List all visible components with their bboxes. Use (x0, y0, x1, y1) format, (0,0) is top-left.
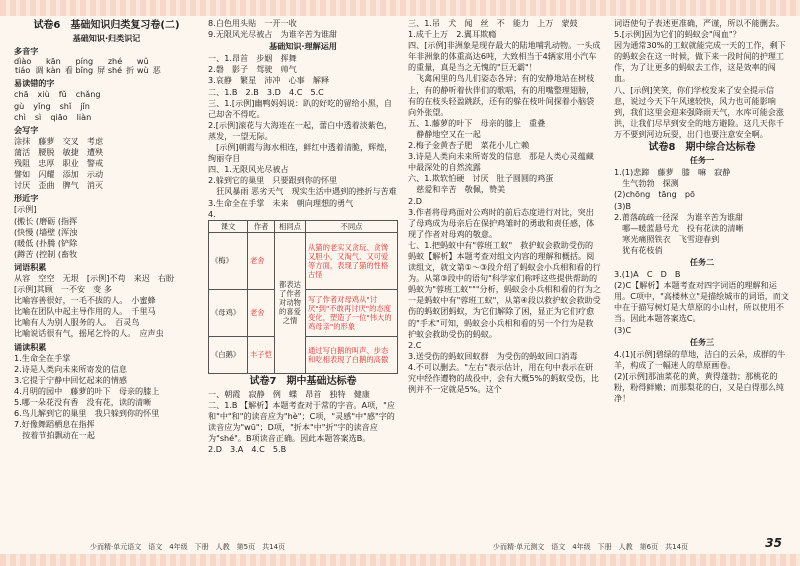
answer-line: 2.躲到它的巢里 只要跟到你的怀里 (208, 175, 338, 186)
answer-line: 2.D (408, 195, 422, 206)
pinyin-row: chā xiù fǔ chǎng (14, 89, 101, 100)
column-2 (208, 18, 398, 544)
task-heading: 任务二 (689, 256, 715, 267)
answer-line: 二、1.B 【解析】本题考查对于常的字音。A项，"应和"中"和"的读音应为"hè"；C项，"灵感"中"感"字的读音应为"wū"；D项，"折本"中"折"字的读音应为"shé"。B项读音正确。因此本题答案选B。 (208, 399, 395, 444)
answer-line: 1.(1)悲蹄 藤萝 膝 嘛 寂静 (614, 167, 731, 178)
answer-line: [示例]朝霞与海水相连，鲜红中透着清脆，辉煌，绚丽夺目 (208, 142, 393, 164)
answer-line: 三、1.[示例]幽鸭妈妈说：趴的好吃的留给小黑，自己却舍不得吃。 (208, 97, 393, 119)
vocab-line: 从容 空空 无垠 [示例]不苟 来迟 右盼 (14, 272, 175, 283)
answer-line: 犹有花枝俏 (614, 244, 663, 255)
footer-left: 少而精·单元语文 语文 4年级 下册 人教 第5页 共14页 (90, 543, 286, 551)
answer-line: 3.生命全在手掌 未来 朝向理想的勇气 (208, 197, 354, 208)
recitation-line: 5.哪一朵花没有香 没有花，读的清晰 (14, 397, 152, 407)
section-subtitle: 基础知识·理解运用 (269, 41, 337, 52)
answer-line: 5.[示例]因为它们的蚂蚁会"闯血"？ (614, 29, 741, 40)
answer-line: 七、1.把蚂蚁中有"蓉班工蚁" 救护蚁会救助受伤的蚂蚁【解析】本题考查对组文内容的理解和概括。阅读组文，就文第①～③段介绍了蚂蚁会小兵相和看的行为。从第③段中的语句"科学家们称呼这些提供帮助的蚂蚁为"蓉班工蚁"""分析，蚂蚁会小兵相和看的行为之一是蚂蚁中有"蓉班工蚁"，从第④段以救护蚁会救助受伤的蚂蚁团蚂蚁，为它们解除了困，显正为它们疗愈的"手术"可知，蚂蚁会小兵相和看的另一个行为是救护蚁会救助受伤的蚂蚁。 (408, 239, 601, 339)
comparison-table (208, 220, 398, 374)
polyphone-char: 调 (35, 65, 44, 76)
answer-line: 一、朝霞 寂静 例 蝶 昂首 独特 健康 (208, 388, 370, 399)
answer-line: 3.作者将母鸡面对公鸡时的前后态度进行对比，突出了母鸡成为母亲后在保护鸡雏时的勇敢和责任感，体现了作者对母鸡的敬意。 (408, 206, 595, 239)
table-cell: 《母鸡》 (209, 289, 248, 336)
footer-right: 少而精·单元测文 语文 4年级 下册 人教 第6页 共14页 (493, 543, 689, 551)
answer-line: 9.无限风光尽被占 为谁辛苦为谁甜 (208, 29, 338, 40)
word-row: 涂抹 藤萝 交叉 考虑 (14, 135, 104, 146)
heading-vocabulary: 词语积累 (14, 261, 47, 272)
answer-line: (2)C【解析】本题考查对四字词语的理解和运用。C项中，"高楼林立"是描绘城市的词语，而文中在于描写树灯是大草原的小山村，所以使用不当。因此本题答案选C。 (614, 280, 789, 324)
polyphone-row (14, 57, 199, 76)
table-cell: 老舍 (248, 232, 275, 289)
column-3 (408, 18, 601, 544)
table-cell: 写了作者对母鸡从"讨厌"到"不敢再讨厌"的态度变化，塑造了一位"伟大的鸡母亲"的形象 (306, 289, 398, 336)
recitation-line: 6.鸟儿解到它的巢里 我只躲到你的怀里 (14, 408, 160, 419)
paper-title: 试卷7 期中基础达标卷 (249, 375, 357, 387)
vocab-line: 比喻在团队中起主导作用的人。 千里马 (14, 306, 156, 317)
answer-line: 慈爱和辛苦 敬佩，赞美 (408, 184, 506, 195)
word-row: 讨厌 歪曲 脾气 消灭 (14, 180, 104, 191)
table-header: 不同点 (306, 220, 398, 232)
answer-line: 静静地空又在一起 (408, 128, 481, 139)
task-heading: 任务三 (689, 336, 715, 347)
answer-line: 四、1.无限风光尽被占 (208, 164, 289, 175)
polyphone-char: 看 (64, 65, 73, 76)
table-header: 相同点 (275, 220, 306, 232)
answer-line: 8.白色用头贴 一开一收 (208, 18, 297, 28)
answer-line: (2)chōng tāng pō (614, 189, 695, 200)
table-cell: 《白鹅》 (209, 336, 248, 373)
vocab-line: 比喻有人为别人服务的人。 百灵鸟 (14, 317, 140, 328)
vocab-line: 比喻容善很好，一毛不拔的人。 小蜜蜂 (14, 295, 156, 306)
answer-line: 2.梅子金黄杏子肥 菜花小儿亡赖 (408, 140, 530, 151)
answer-line: 因为通常30%的工蚁就能完成一天的工作，剩下的蚂蚁会在这一时候，做下来一段时间的护理工作，为了让更多的蚂蚁去工作，这是效率的闯血。 (614, 40, 786, 84)
table-cell: 从猫的老实又贪玩、贪馋又胆小，又淘气、又可爱等方面，表现了猫的性格古怪 (306, 232, 398, 289)
table-cell: 老舍 (248, 289, 275, 336)
answer-line: 一、1.昂首 步姻 挥舞 (208, 53, 297, 64)
word-row: 譬如 闪耀 添加 示动 (14, 169, 104, 180)
recitation-line: 按着节拍飘动在一起 (14, 430, 95, 441)
heading-polyphones: 多音字 (14, 46, 39, 57)
answer-line: 狂风暴雨 恶劣天气 现实生活中遇到的挫折与苦难 (208, 186, 397, 197)
recitation-line: 7.好像舞蹈栖息在指挥 (14, 419, 95, 430)
table-cell: 通过写白鹅的叫声、步态和吃相表现了白鹅的高傲 (306, 336, 398, 373)
answer-line: (2)[示例]那油菜花的黄，黄得蓬勃；那桃花的粉，粉得鲜嫩；而那梨花的白，又是白得那么纯净！ (614, 370, 784, 404)
polyphone-item: kān kàn (46, 56, 61, 76)
pinyin-row: gù yǐng shǐ jǐn (14, 100, 90, 111)
answer-line: 飞禽闲里的鸟儿们姿态各异；有的安静地站在树枝上，有的静听着伙伴们的歌唱，有的用嘴整理翅膀，有的在枝头轻盈跳跃，还有的躲在枝叶间探着小脑袋向外张望。 (408, 73, 595, 117)
vocab-line: 比喻说话很有气，摇尾乞怜的人。 应声虫 (14, 328, 164, 339)
recitation-line: 1.生命全在手掌 (14, 352, 71, 363)
recitation-line: 3.它提于宁静中回忆起来的情感 (14, 374, 127, 385)
table-row (209, 232, 398, 289)
answer-line: 二、1.B 2.B 3.D 4.C 5.C (208, 86, 324, 97)
answer-line: 八、[示例]笑笑，你们学校发来了安全提示信息，说过今天下午风速较快，风力也可能影响到，我们这里会迎来强降雨天气，水库可能会涨洪，让我们尽早到安全的地方避险。这几天你千万不要到河边玩耍，出门也要注意安全啊。 (614, 84, 784, 139)
answer-line: 3.(1)A C D B (614, 269, 681, 280)
answer-line: 寒光痛照铁衣 飞雪迎春到 (614, 233, 720, 244)
table-header: 课文 (209, 220, 248, 232)
answer-line: 词语使句子表述更准确，严谨，所以不能删去。 (614, 18, 784, 28)
answer-line: 2.[示例]滚花与大海连在一起，蕾白中透着淡紫色，蒸发，一望无际。 (208, 119, 393, 141)
paper-title: 试卷8 期中综合达标卷 (648, 142, 756, 154)
answer-line: 2.磐 影子 驾驶 帅气 (208, 64, 297, 75)
answer-line: 生气勃勃 探测 (614, 178, 679, 189)
recitation-line: 4.月明的园中 藤萝的叶下 母亲的膝上 (14, 385, 160, 396)
polyphone-char: 恶 (152, 65, 161, 76)
answer-line: 2.C (408, 339, 422, 350)
heading-writing: 会写字 (14, 124, 39, 135)
section-subtitle: 基础知识·归类识记 (72, 33, 141, 44)
polyphone-char: 屏 (97, 65, 106, 76)
table-cell: 丰子恺 (248, 336, 275, 373)
answer-line: 3.哀静 繁星 沛冲 心事 解释 (208, 75, 330, 86)
answer-line: 三、1.吊 犬 闻 丝 不 能力 上万 蒙鼓 (408, 18, 578, 28)
heading-similar-chars: 形近字 (14, 193, 39, 204)
answer-line: 4.不可以删去。"左右"表示估计，用在句中表示在研究中经作遭物的战役中，会有大概5%的蚂蚁受伤，比例并不一定就是5%。这个 (408, 361, 599, 395)
answer-line: 1.成千上万 2.翼耳欺瘾 (408, 29, 497, 40)
example-label: [示例] (14, 204, 37, 215)
answer-line: 3.诗是人类向未来所寄发的信息 那是人类心灵蕴藏中最深处的自然流露 (408, 151, 594, 173)
decorative-top-border (0, 0, 800, 16)
similar-row: (蹲苦 (控制 (畜牧 (14, 248, 78, 259)
polyphone-item: wǔ wù (136, 56, 149, 76)
column-1 (14, 18, 199, 544)
word-row: 蒲活 腰脱 敏捷 遭殃 (14, 146, 104, 157)
polyphone-item: zhé shé (107, 56, 123, 76)
similar-row: (快慢 (墙壁 (浑浊 (14, 226, 78, 237)
answer-line: 4.(1)[示例]碧绿的草地，洁白的云朵，成群的牛羊，构成了一幅迷人的草原画卷。 (614, 348, 786, 370)
answer-line: 四、[示例]非洲象是现存最大的陆地哺乳动物。一头成年非洲象的体重高达6吨，大致相当于4辆家用小汽车的重量，真是当之无愧的"巨无霸"！ (408, 40, 601, 73)
page-number: 35 (765, 536, 782, 550)
similar-row: (搬长 (磨砺 (指挥 (14, 215, 78, 226)
polyphone-item: dìào tiáo (14, 56, 32, 76)
paper-title: 试卷6 基础知识归类复习卷(二) (33, 20, 180, 31)
polyphone-char: 折 (126, 65, 135, 76)
heading-recitation: 诵读积累 (14, 341, 47, 352)
similar-row: (暖低 (扑腾 (铲除 (14, 237, 78, 248)
word-row: 残阻 忠厚 职业 警戒 (14, 158, 104, 169)
answer-line: 2.莆落疏疏一径深 为谁辛苦为谁甜 (614, 211, 744, 222)
answer-line: (3)C (614, 324, 632, 335)
heading-misread: 易读错的字 (14, 78, 55, 89)
answer-line: 4. (208, 208, 216, 219)
column-4 (614, 18, 790, 544)
decorative-bottom-border (0, 554, 800, 566)
table-cell: 《梅》 (209, 232, 248, 289)
pinyin-row: chì sì qiāo liàn (14, 111, 92, 122)
vocab-line: [示例]其顾 一不安 变 多 (14, 284, 112, 295)
answer-line: 六、1.欺软怕硬 讨厌 肚子圆圆的鸡蛋 (408, 173, 554, 184)
polyphone-item: píng bǐng (75, 56, 94, 76)
table-cell-common: 都表达了作者对动物的喜爱之情 (275, 232, 306, 373)
table-header-row (209, 220, 398, 232)
answer-line: 哪—暖蓝悬号尤 投有花读的清晰 (614, 222, 744, 233)
table-header: 作者 (248, 220, 275, 232)
answer-line: 2.D 3.A 4.C 5.B (208, 444, 287, 455)
answer-line: (3)B (614, 200, 632, 211)
answer-line: 3.送受伤的蚂蚁回蚁群 为受伤的蚂蚁回口消毒 (408, 350, 578, 361)
recitation-line: 2.诗是人类向未来所寄发的信息 (14, 363, 127, 374)
task-heading: 任务一 (689, 155, 715, 166)
answer-line: 五、1.藤萝的叶下 母亲的膝上 重叠 (408, 117, 546, 128)
